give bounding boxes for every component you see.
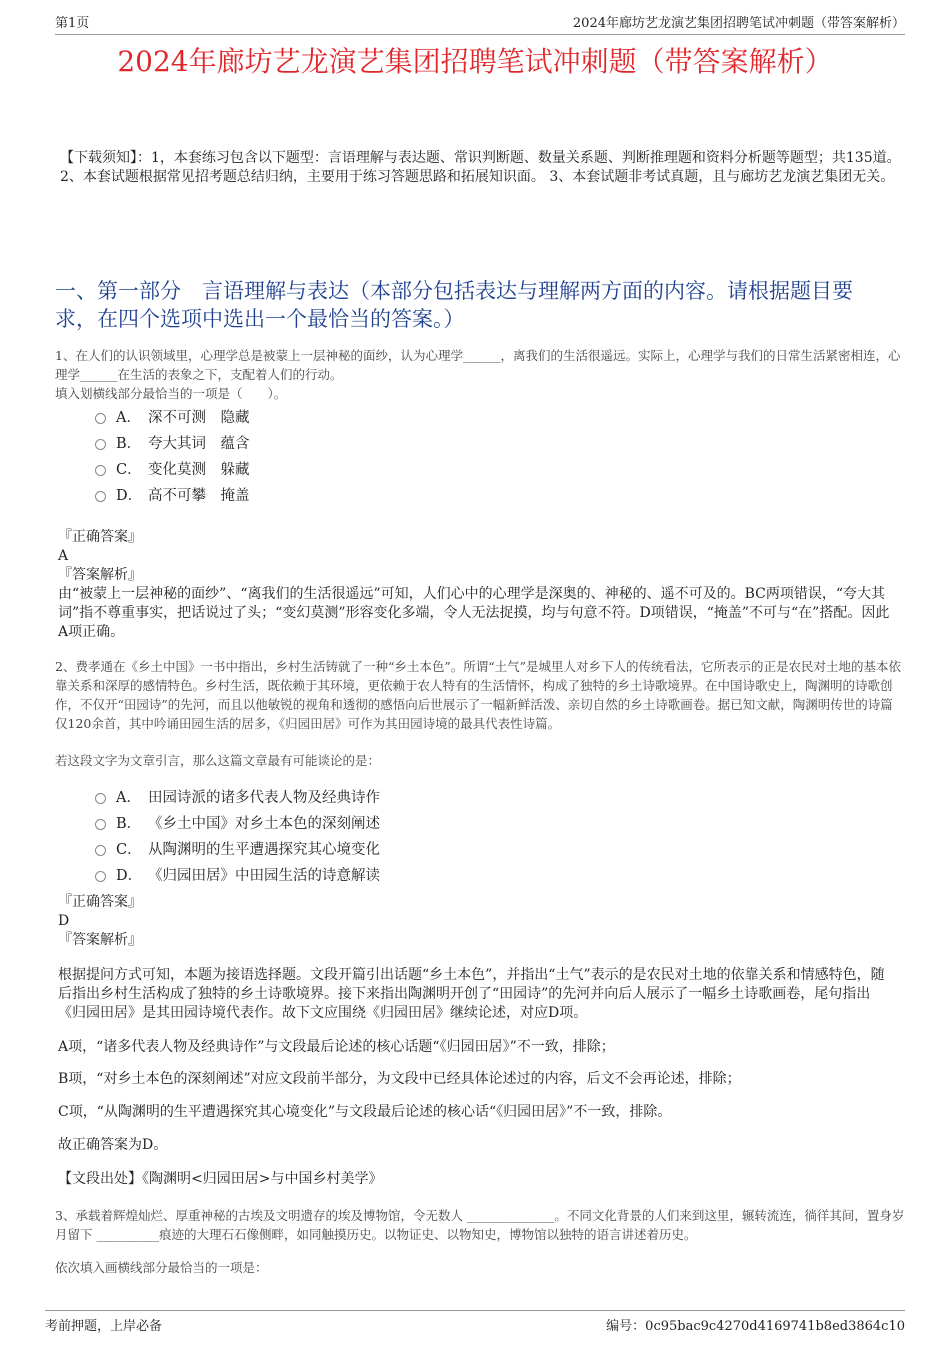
document-id: 编号：0c95bac9c4270d4169741b8ed3864c10 — [606, 1319, 905, 1334]
page-footer — [45, 1310, 905, 1334]
question-2-prompt: 若这段文字为文章引言，那么这篇文章最有可能谈论的是： — [55, 753, 381, 768]
question-1-stem: 1、在人们的认识领域里，心理学总是被蒙上一层神秘的面纱，认为心理学______，离我们的生活很遥远。实际上，心理学与我们的日常生活紧密相连，心理学______在生活的表象之下，支配着人们的行动。 填入划横线部分最恰当的一项是（ ）。 — [55, 348, 901, 401]
question-2-options — [95, 785, 380, 889]
radio-icon[interactable] — [95, 845, 106, 856]
q1-option-b[interactable]: B． 夸大其词 蕴含 — [95, 431, 250, 457]
section-heading: 一、第一部分 言语理解与表达（本部分包括表达与理解两方面的内容。请根据题目要求，在四个选项中选出一个最恰当的答案。） — [55, 279, 853, 331]
q1-option-a[interactable]: A． 深不可测 隐藏 — [95, 405, 250, 431]
radio-icon[interactable] — [95, 819, 106, 830]
download-notice: 【下载须知】：1，本套练习包含以下题型：言语理解与表达题、常识判断题、数量关系题、判断推理题和资料分析题等题型；共135道。 2、本套试题根据常见招考题总结归纳，主要用于练习答题思路和拓展知识面。 3、本套试题非考试真题，且与廊坊艺龙演艺集团无关。 — [60, 150, 901, 185]
question-2-answer: 『正确答案』 D 『答案解析』 — [58, 893, 890, 950]
analysis-paragraph: B项，“对乡土本色的深刻阐述”对应文段前半部分，为文段中已经具体论述过的内容，后文不会再论述，排除； — [58, 1071, 741, 1087]
radio-icon[interactable] — [95, 439, 106, 450]
page-number: 第1页 — [55, 16, 90, 31]
q1-option-c[interactable]: C． 变化莫测 躲藏 — [95, 457, 250, 483]
q2-option-b[interactable]: B． 《乡土中国》对乡土本色的深刻阐述 — [95, 811, 380, 837]
radio-icon[interactable] — [95, 491, 106, 502]
document-title: 2024年廊坊艺龙演艺集团招聘笔试冲刺题（带答案解析） — [117, 45, 833, 78]
header-doc-title: 2024年廊坊艺龙演艺集团招聘笔试冲刺题（带答案解析） — [572, 16, 905, 31]
q2-option-a[interactable]: A． 田园诗派的诸多代表人物及经典诗作 — [95, 785, 380, 811]
footer-slogan: 考前押题，上岸必备 — [45, 1319, 163, 1334]
question-3-stem: 3、承载着辉煌灿烂、厚重神秘的古埃及文明遗存的埃及博物馆，令无数人 ______________。不同文化背景的人们来到这里，辗转流连，徜徉其间，置身岁月留下 __________痕迹的大理石石像侧畔，如同触摸历史。以物证史、以物知史，博物馆以独特的语言讲述着历史。 — [55, 1208, 905, 1242]
analysis-paragraph: A项，“诸多代表人物及经典诗作”与文段最后论述的核心话题“《归园田居》”不一致，排除； — [58, 1039, 615, 1055]
radio-icon[interactable] — [95, 413, 106, 424]
radio-icon[interactable] — [95, 793, 106, 804]
radio-icon[interactable] — [95, 871, 106, 882]
q2-option-d[interactable]: D． 《归园田居》中田园生活的诗意解读 — [95, 863, 380, 889]
q1-option-d[interactable]: D． 高不可攀 掩盖 — [95, 483, 250, 509]
answer-value: A — [58, 548, 69, 564]
q2-option-c[interactable]: C． 从陶渊明的生平遭遇探究其心境变化 — [95, 837, 380, 863]
page-header — [55, 12, 905, 35]
question-3-prompt: 依次填入画横线部分最恰当的一项是： — [55, 1260, 268, 1275]
radio-icon[interactable] — [95, 465, 106, 476]
analysis-text: 由“被蒙上一层神秘的面纱”、“离我们的生活很遥远”可知，人们心中的心理学是深奥的、神秘的、遥不可及的。BC两项错误，“夸大其词”指不尊重事实，把话说过了头；“变幻莫测”形容变化多端，令人无法捉摸，均与句意不符。D项错误，“掩盖”不可与“在”搭配。因此A项正确。 — [58, 586, 890, 640]
analysis-paragraph: C项，“从陶渊明的生平遭遇探究其心境变化”与文段最后论述的核心话“《归园田居》”不一致，排除。 — [58, 1104, 672, 1120]
analysis-paragraph: 故正确答案为D。 — [58, 1137, 168, 1153]
analysis-paragraph: 根据提问方式可知，本题为接语选择题。文段开篇引出话题“乡土本色”，并指出“土气”表示的是农民对土地的依靠关系和情感特色，随后指出乡村生活构成了独特的乡土诗歌境界。接下来指出陶渊明开创了“田园诗”的先河并向后人展示了一幅乡土诗歌画卷，尾句指出《归园田居》是其田园诗境代表作。故下文应围绕《归园田居》继续论述，对应D项。 — [58, 967, 885, 1021]
question-2-stem: 2、费孝通在《乡土中国》一书中指出，乡村生活铸就了一种“乡土本色”。所谓“土气”是城里人对乡下人的传统看法，它所表示的正是农民对土地的基本依靠关系和深厚的感情特色。乡村生活，既依赖于其环境，更依赖于农人特有的生活情怀，构成了独特的乡土诗歌境界。在中国诗歌史上，陶渊明的诗歌创作，不仅开“田园诗”的先河，而且以他敏锐的视角和透彻的感悟向后世展示了一幅新鲜活泼、亲切自然的乡土诗歌画卷。据已知文献，陶渊明传世的诗篇仅120余首，其中吟诵田园生活的居多，《归园田居》可作为其田园诗境的最具代表性诗篇。 — [55, 659, 902, 731]
answer-value: D — [58, 913, 70, 929]
question-1-options — [95, 405, 250, 509]
passage-source: 【文段出处】《陶渊明<归园田居>与中国乡村美学》 — [58, 1171, 383, 1187]
question-1-answer: 『正确答案』 A 『答案解析』 由“被蒙上一层神秘的面纱”、“离我们的生活很遥远”可知，人们心中的心理学是深奥的、神秘的、遥不可及的。BC两项错误，“夸大其词”指不尊重事实，把话说过了头；“变幻莫测”形容变化多端，令人无法捉摸，均与句意不符。D项错误，“掩盖”不可与“在”搭配。因此A项正确。 — [58, 529, 890, 640]
